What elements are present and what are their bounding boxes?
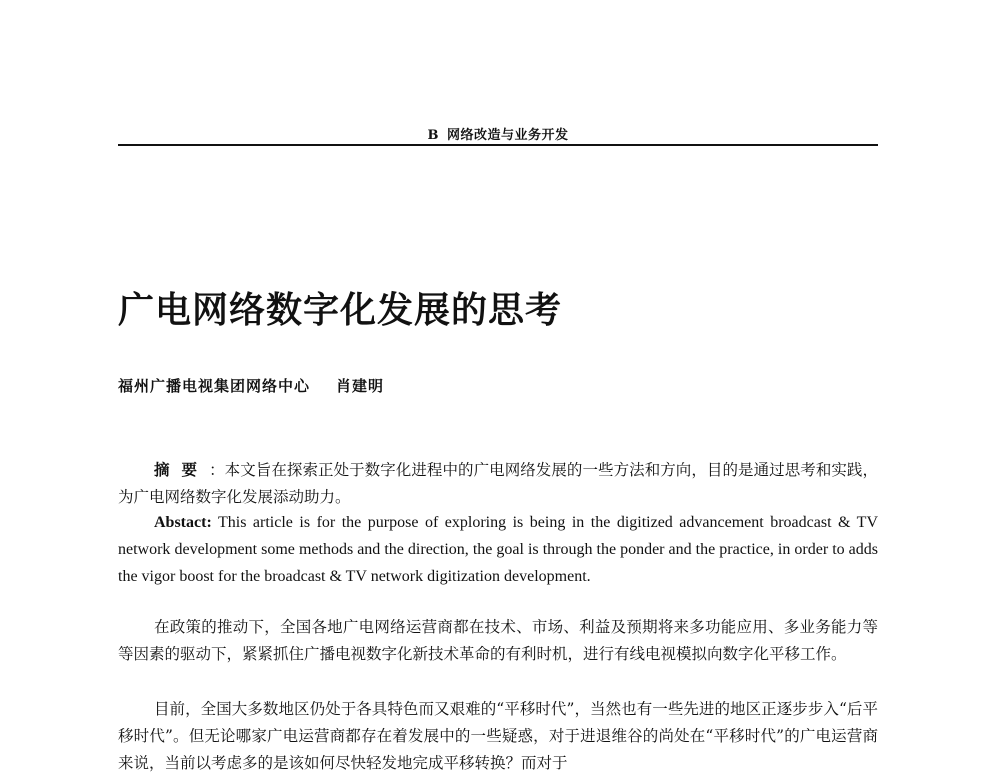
header-rule	[118, 144, 878, 146]
affiliation: 福州广播电视集团网络中心	[118, 377, 311, 395]
body-paragraph: 在政策的推动下，全国各地广电网络运营商都在技术、市场、利益及预期将来多功能应用、多业务能力等等因素的驱动下，紧紧抓住广播电视数字化新技术革命的有利时机，进行有线电视模拟向数字化平移工作。	[118, 618, 878, 663]
abstract-zh-text: ：本文旨在探索正处于数字化进程中的广电网络发展的一些方法和方向，目的是通过思考和实践，为广电网络数字化发展添动助力。	[118, 461, 878, 506]
abstract-en-text: This article is for the purpose of exploring is being in the digitized advancement broadcast & TV network development some methods and the direction, the goal is through the ponder and the practice, in order to adds the vigor boost for the broadcast & TV network digitization development.	[118, 514, 878, 585]
byline	[118, 375, 384, 396]
abstract-zh-label: 摘要	[154, 460, 210, 479]
section-letter: B	[427, 128, 439, 143]
abstract-en	[118, 509, 878, 590]
abstract-en-label: Abstact:	[154, 514, 212, 531]
running-header	[118, 124, 878, 143]
abstract-zh	[118, 456, 878, 511]
author: 肖建明	[336, 377, 385, 395]
body-paragraph: 目前，全国大多数地区仍处于各具特色而又艰难的“平移时代”，当然也有一些先进的地区正逐步步入“后平移时代”。但无论哪家广电运营商都存在着发展中的一些疑惑，对于进退维谷的尚处在“平移时代”的广电运营商来说，当前以考虑多的是该如何尽快轻发地完成平移转换？而对于	[118, 700, 878, 772]
article-title: 广电网络数字化发展的思考	[118, 289, 563, 331]
section-title: 网络改造与业务开发	[446, 128, 569, 143]
